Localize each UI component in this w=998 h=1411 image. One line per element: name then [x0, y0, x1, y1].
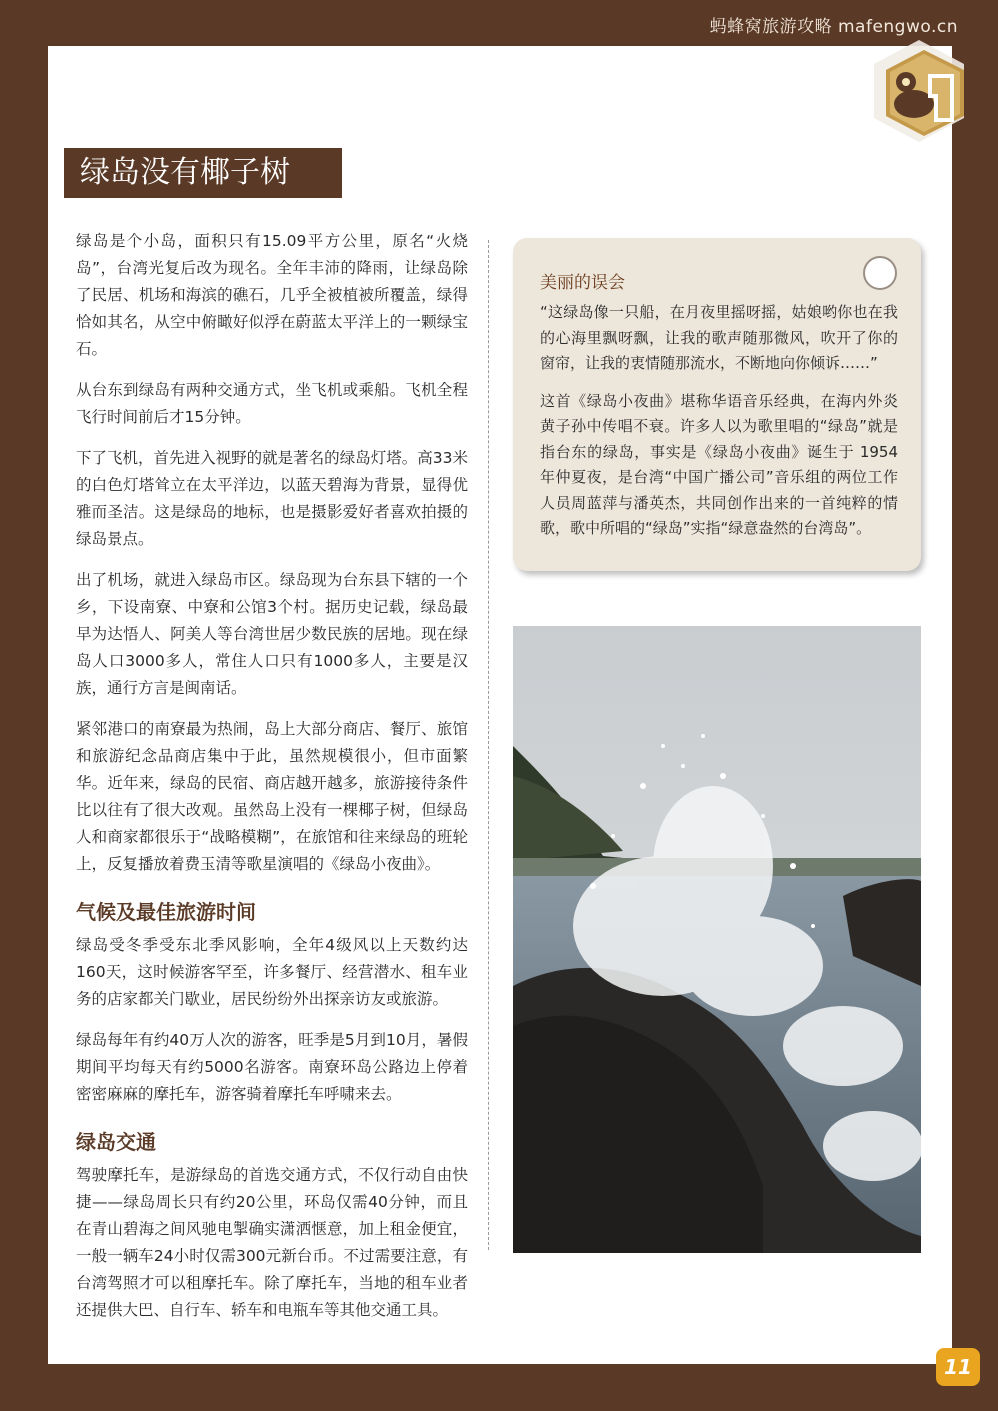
paragraph: 绿岛是个小岛，面积只有15.09平方公里，原名“火烧岛”，台湾光复后改为现名。全年丰沛的降雨，让绿岛除了民居、机场和海滨的礁石，几乎全被植被所覆盖，绿得恰如其名，从空中俯瞰好似浮在蔚蓝太平洋上的一颗绿宝石。 [76, 232, 468, 358]
sidebar-body [540, 300, 898, 554]
paragraph: 驾驶摩托车，是游绿岛的首选交通方式，不仅行动自由快捷——绿岛周长只有约20公里，环岛仅需40分钟，而且在青山碧海之间风驰电掣确实潇洒惬意，加上租金便宜，一般一辆车24小时仅需300元新台币。不过需要注意，有台湾驾照才可以租摩托车。除了摩托车，当地的租车业者还提供大巴、自行车、轿车和电瓶车等其他交通工具。 [76, 1166, 468, 1319]
mafengwo-logo [864, 36, 974, 146]
paragraph: 绿岛每年有约40万人次的游客，旺季是5月到10月，暑假期间平均每天有约5000名游客。南寮环岛公路边上停着密密麻麻的摩托车，游客骑着摩托车呼啸来去。 [76, 1031, 468, 1103]
sidebar-quote: “这绿岛像一只船，在月夜里摇呀摇，姑娘哟你也在我的心海里飘呀飘，让我的歌声随那微风，吹开了你的窗帘，让我的衷情随那流水，不断地向你倾诉……” [540, 303, 898, 372]
transport-heading: 绿岛交通 [76, 1130, 156, 1154]
sidebar-title: 美丽的误会 [540, 273, 625, 293]
article-body [76, 228, 468, 1338]
climate-heading: 气候及最佳旅游时间 [76, 900, 256, 924]
sidebar-text: 这首《绿岛小夜曲》堪称华语音乐经典，在海内外炎黄子孙中传唱不衰。许多人以为歌里唱的“绿岛”就是指台东的绿岛，事实是《绿岛小夜曲》诞生于 1954 年仲夏夜，是台湾“中国广播公司”音乐组的两位工作人员周蓝萍与潘英杰，共同创作出来的一首纯粹的情歌，歌中所唱的“绿岛”实指“绿意盎然的台湾岛”。 [540, 391, 898, 537]
page-number: 11 [936, 1348, 980, 1386]
section-title: 绿岛没有椰子树 [60, 148, 342, 198]
paragraph: 从台东到绿岛有两种交通方式，坐飞机或乘船。飞机全程飞行时间前后才15分钟。 [76, 381, 468, 426]
wave-photo [513, 626, 921, 1253]
paragraph: 绿岛受冬季受东北季风影响，全年4级风以上天数约达160天，这时候游客罕至，许多餐厅、经营潜水、租车业务的店家都关门歇业，居民纷纷外出探亲访友或旅游。 [76, 936, 468, 1008]
paragraph: 紧邻港口的南寮最为热闹，岛上大部分商店、餐厅、旅馆和旅游纪念品商店集中于此，虽然规模很小，但市面繁华。近年来，绿岛的民宿、商店越开越多，旅游接待条件比以往有了很大改观。虽然岛上没有一棵椰子树，但绿岛人和商家都很乐于“战略模糊”，在旅馆和往来绿岛的班轮上，反复播放着费玉清等歌星演唱的《绿岛小夜曲》。 [76, 720, 468, 873]
sidebar-box [513, 238, 921, 571]
column-divider [488, 240, 489, 1250]
paragraph: 出了机场，就进入绿岛市区。绿岛现为台东县下辖的一个乡，下设南寮、中寮和公馆3个村。据历史记载，绿岛最早为达悟人、阿美人等台湾世居少数民族的居地。现在绿岛人口3000多人，常住人口只有1000多人，主要是汉族，通行方言是闽南话。 [76, 571, 468, 697]
brand-header[interactable]: 蚂蜂窝旅游攻略 mafengwo.cn [709, 17, 958, 37]
paragraph: 下了飞机，首先进入视野的就是著名的绿岛灯塔。高33米的白色灯塔耸立在太平洋边，以蓝天碧海为背景，显得优雅而圣洁。这是绿岛的地标，也是摄影爱好者喜欢拍摄的绿岛景点。 [76, 449, 468, 548]
ring-icon [863, 256, 897, 290]
